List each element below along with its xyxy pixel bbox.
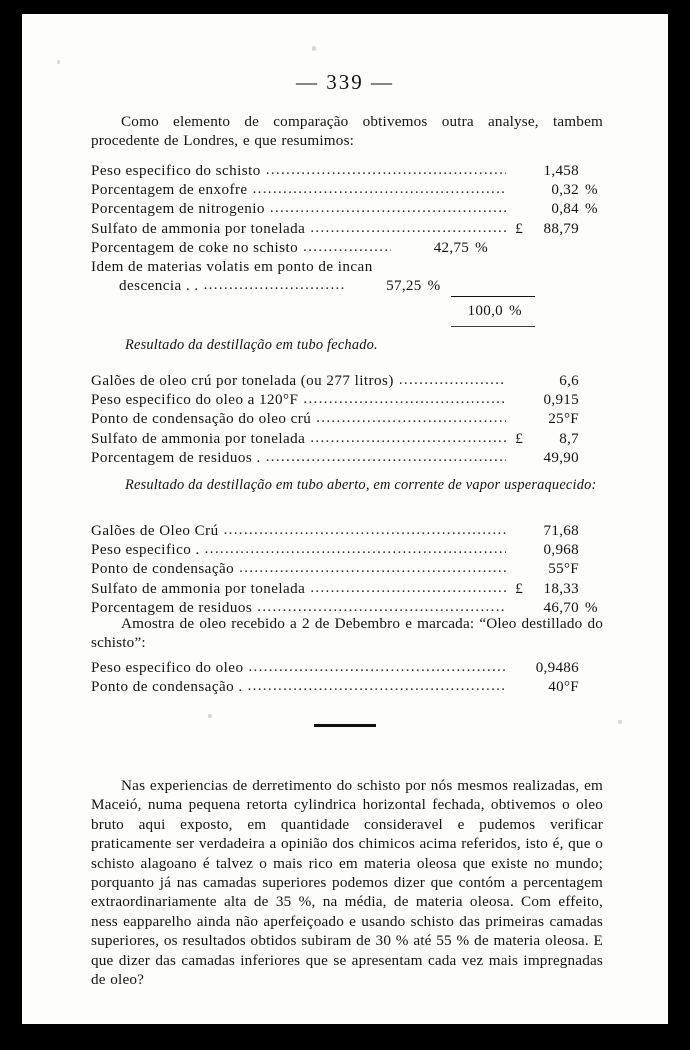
dot-leader — [303, 238, 391, 257]
row-value: 0,9486 — [535, 660, 579, 676]
dot-leader — [399, 371, 506, 390]
row-label: Peso especifico do oleo a 120°F — [91, 392, 299, 409]
section-divider — [22, 714, 668, 732]
row-label: Idem de materias volatis em ponto de incan — [91, 259, 373, 276]
dot-leader — [205, 540, 506, 559]
row-unit: % — [585, 182, 598, 199]
page-content-area — [22, 14, 668, 1024]
table-row — [91, 162, 603, 181]
row-label: Porcentagem de residuos — [91, 599, 253, 616]
row-currency: £ — [515, 220, 523, 237]
table-row — [91, 678, 603, 697]
row-label: Peso especifico . — [91, 542, 200, 559]
row-unit: % — [585, 599, 598, 616]
closed-tube-section — [91, 336, 603, 355]
scan-speck — [57, 60, 60, 64]
total-row — [91, 297, 603, 321]
table-row — [91, 659, 603, 678]
dot-leader — [303, 390, 506, 409]
intro-block — [91, 112, 603, 151]
dot-leader — [310, 429, 506, 448]
table-row — [91, 258, 603, 277]
row-label: descencia . . — [119, 278, 199, 295]
dot-leader — [239, 559, 506, 578]
row-label: Porcentagem de coke no schisto — [91, 239, 299, 256]
row-value: 40°F — [548, 679, 579, 696]
row-value: 49,90 — [543, 449, 579, 466]
open-tube-row-list — [91, 522, 603, 618]
row-label: Porcentagem de residuos . — [91, 449, 261, 466]
row-currency: £ — [515, 580, 523, 597]
intro-paragraph: Como elemento de comparação obtivemos outra analyse, tambem procedente de Londres, e que resumimos: — [91, 113, 603, 150]
row-label: Porcentagem de enxofre — [91, 182, 248, 199]
row-label: Sulfato de ammonia por tonelada — [91, 220, 306, 237]
dot-leader — [270, 199, 506, 218]
sample-row-list — [91, 659, 603, 697]
row-unit: % — [585, 201, 598, 218]
row-value: 46,70 — [543, 599, 579, 616]
dot-leader — [248, 677, 506, 696]
row-label: Peso especifico do schisto — [91, 163, 261, 179]
sample-table — [91, 659, 603, 697]
open-tube-section — [91, 476, 603, 495]
row-label: Ponto de condensação do oleo crú — [91, 411, 312, 428]
open-tube-table — [91, 522, 603, 618]
row-label: Galões de oleo crú por tonelada (ou 277 litros) — [91, 373, 394, 389]
open-tube-heading: Resultado da destillação em tubo aberto, em corrente de vapor usperaquecido: — [125, 477, 597, 493]
table-row — [91, 181, 603, 200]
row-value: 55°F — [548, 561, 579, 578]
dot-leader — [310, 579, 506, 598]
row-value: 18,33 — [543, 580, 579, 597]
table-row — [91, 391, 603, 410]
sample-note-block — [91, 614, 603, 653]
dot-leader — [316, 409, 506, 428]
table-row — [91, 541, 603, 560]
row-value: 42,75 — [433, 239, 470, 256]
table-row — [91, 220, 603, 239]
table-row — [91, 522, 603, 541]
row-unit: % — [475, 239, 488, 256]
table-row — [91, 277, 603, 296]
row-label: Sulfato de ammonia por tonelada — [91, 430, 306, 447]
row-value: 88,79 — [543, 220, 579, 237]
row-value: 25°F — [548, 411, 579, 428]
closed-tube-row-list — [91, 372, 603, 468]
row-value: 6,6 — [559, 373, 579, 389]
row-label: Porcentagem de nitrogenio — [91, 201, 265, 218]
row-currency: £ — [515, 430, 523, 447]
row-label: Ponto de condensação . — [91, 679, 243, 696]
analysis-row-list — [91, 162, 603, 296]
conclusion-block — [91, 776, 603, 989]
analysis-table — [91, 162, 603, 327]
dot-leader — [253, 180, 506, 199]
dot-leader — [204, 276, 344, 295]
page-number-header: — 339 — — [296, 70, 394, 94]
row-value: 0,968 — [543, 542, 579, 559]
closed-tube-heading: Resultado da destillação em tubo fechado. — [125, 337, 378, 353]
closed-tube-table — [91, 372, 603, 468]
row-value: 0,84 — [551, 201, 579, 218]
table-row — [91, 430, 603, 449]
row-value: 71,68 — [543, 523, 579, 539]
dot-leader — [310, 219, 506, 238]
total-rule-bottom — [451, 326, 535, 327]
row-label: Galões de Oleo Crú — [91, 523, 219, 539]
dot-leader — [266, 448, 506, 467]
table-row — [91, 560, 603, 579]
dot-leader — [224, 521, 506, 540]
row-value: 0,32 — [551, 182, 579, 199]
conclusion-paragraph: Nas experiencias de derretimento do schisto por nós mesmos realizadas, em Maceió, numa pequena retorta cylindrica horizontal fechada, obtivemos o oleo bruto aqui exposto, em quantidade consideravel e pudemos verificar praticamente ser verdadeira a opinião dos chimicos acima referidos, isto é, que o schisto alagoano é talvez o mais rico em materia oleosa que existe no mundo; porquanto já nas camadas superiores podemos dizer que contóm a percentagem extraordinariamente alta de 35 %, na média, de materia oleosa. Com effeito, ness eapparelho ainda não aperfeiçoado e usando schisto das primeiras camadas superiores, os resultados obtidos subiram de 30 % até 55 % de materia oleosa. E que dizer das camadas inferiores que se apresentam cada vez mais impregnadas de oleo? — [91, 777, 603, 989]
table-row — [91, 410, 603, 429]
dot-leader — [266, 161, 506, 180]
total-spacer — [91, 302, 451, 321]
row-label: Sulfato de ammonia por tonelada — [91, 580, 306, 597]
row-value: 1,458 — [543, 163, 579, 179]
table-row — [91, 372, 603, 391]
table-row — [91, 580, 603, 599]
total-value: 100,0 — [467, 303, 503, 320]
scan-speck — [312, 46, 316, 51]
row-label: Ponto de condensação — [91, 561, 235, 578]
table-row — [91, 200, 603, 219]
document-page — [22, 14, 668, 1024]
dot-leader — [248, 658, 506, 677]
table-row — [91, 449, 603, 468]
table-row — [91, 239, 603, 258]
row-value: 8,7 — [559, 430, 579, 447]
total-unit: % — [509, 303, 522, 320]
row-label: Peso especifico do oleo — [91, 660, 244, 676]
sample-paragraph: Amostra de oleo recebido a 2 de Debembro e marcada: “Oleo destillado do schisto”: — [91, 615, 603, 652]
row-value: 57,25 — [386, 278, 422, 295]
row-value: 0,915 — [543, 392, 579, 409]
row-unit: % — [427, 278, 441, 295]
